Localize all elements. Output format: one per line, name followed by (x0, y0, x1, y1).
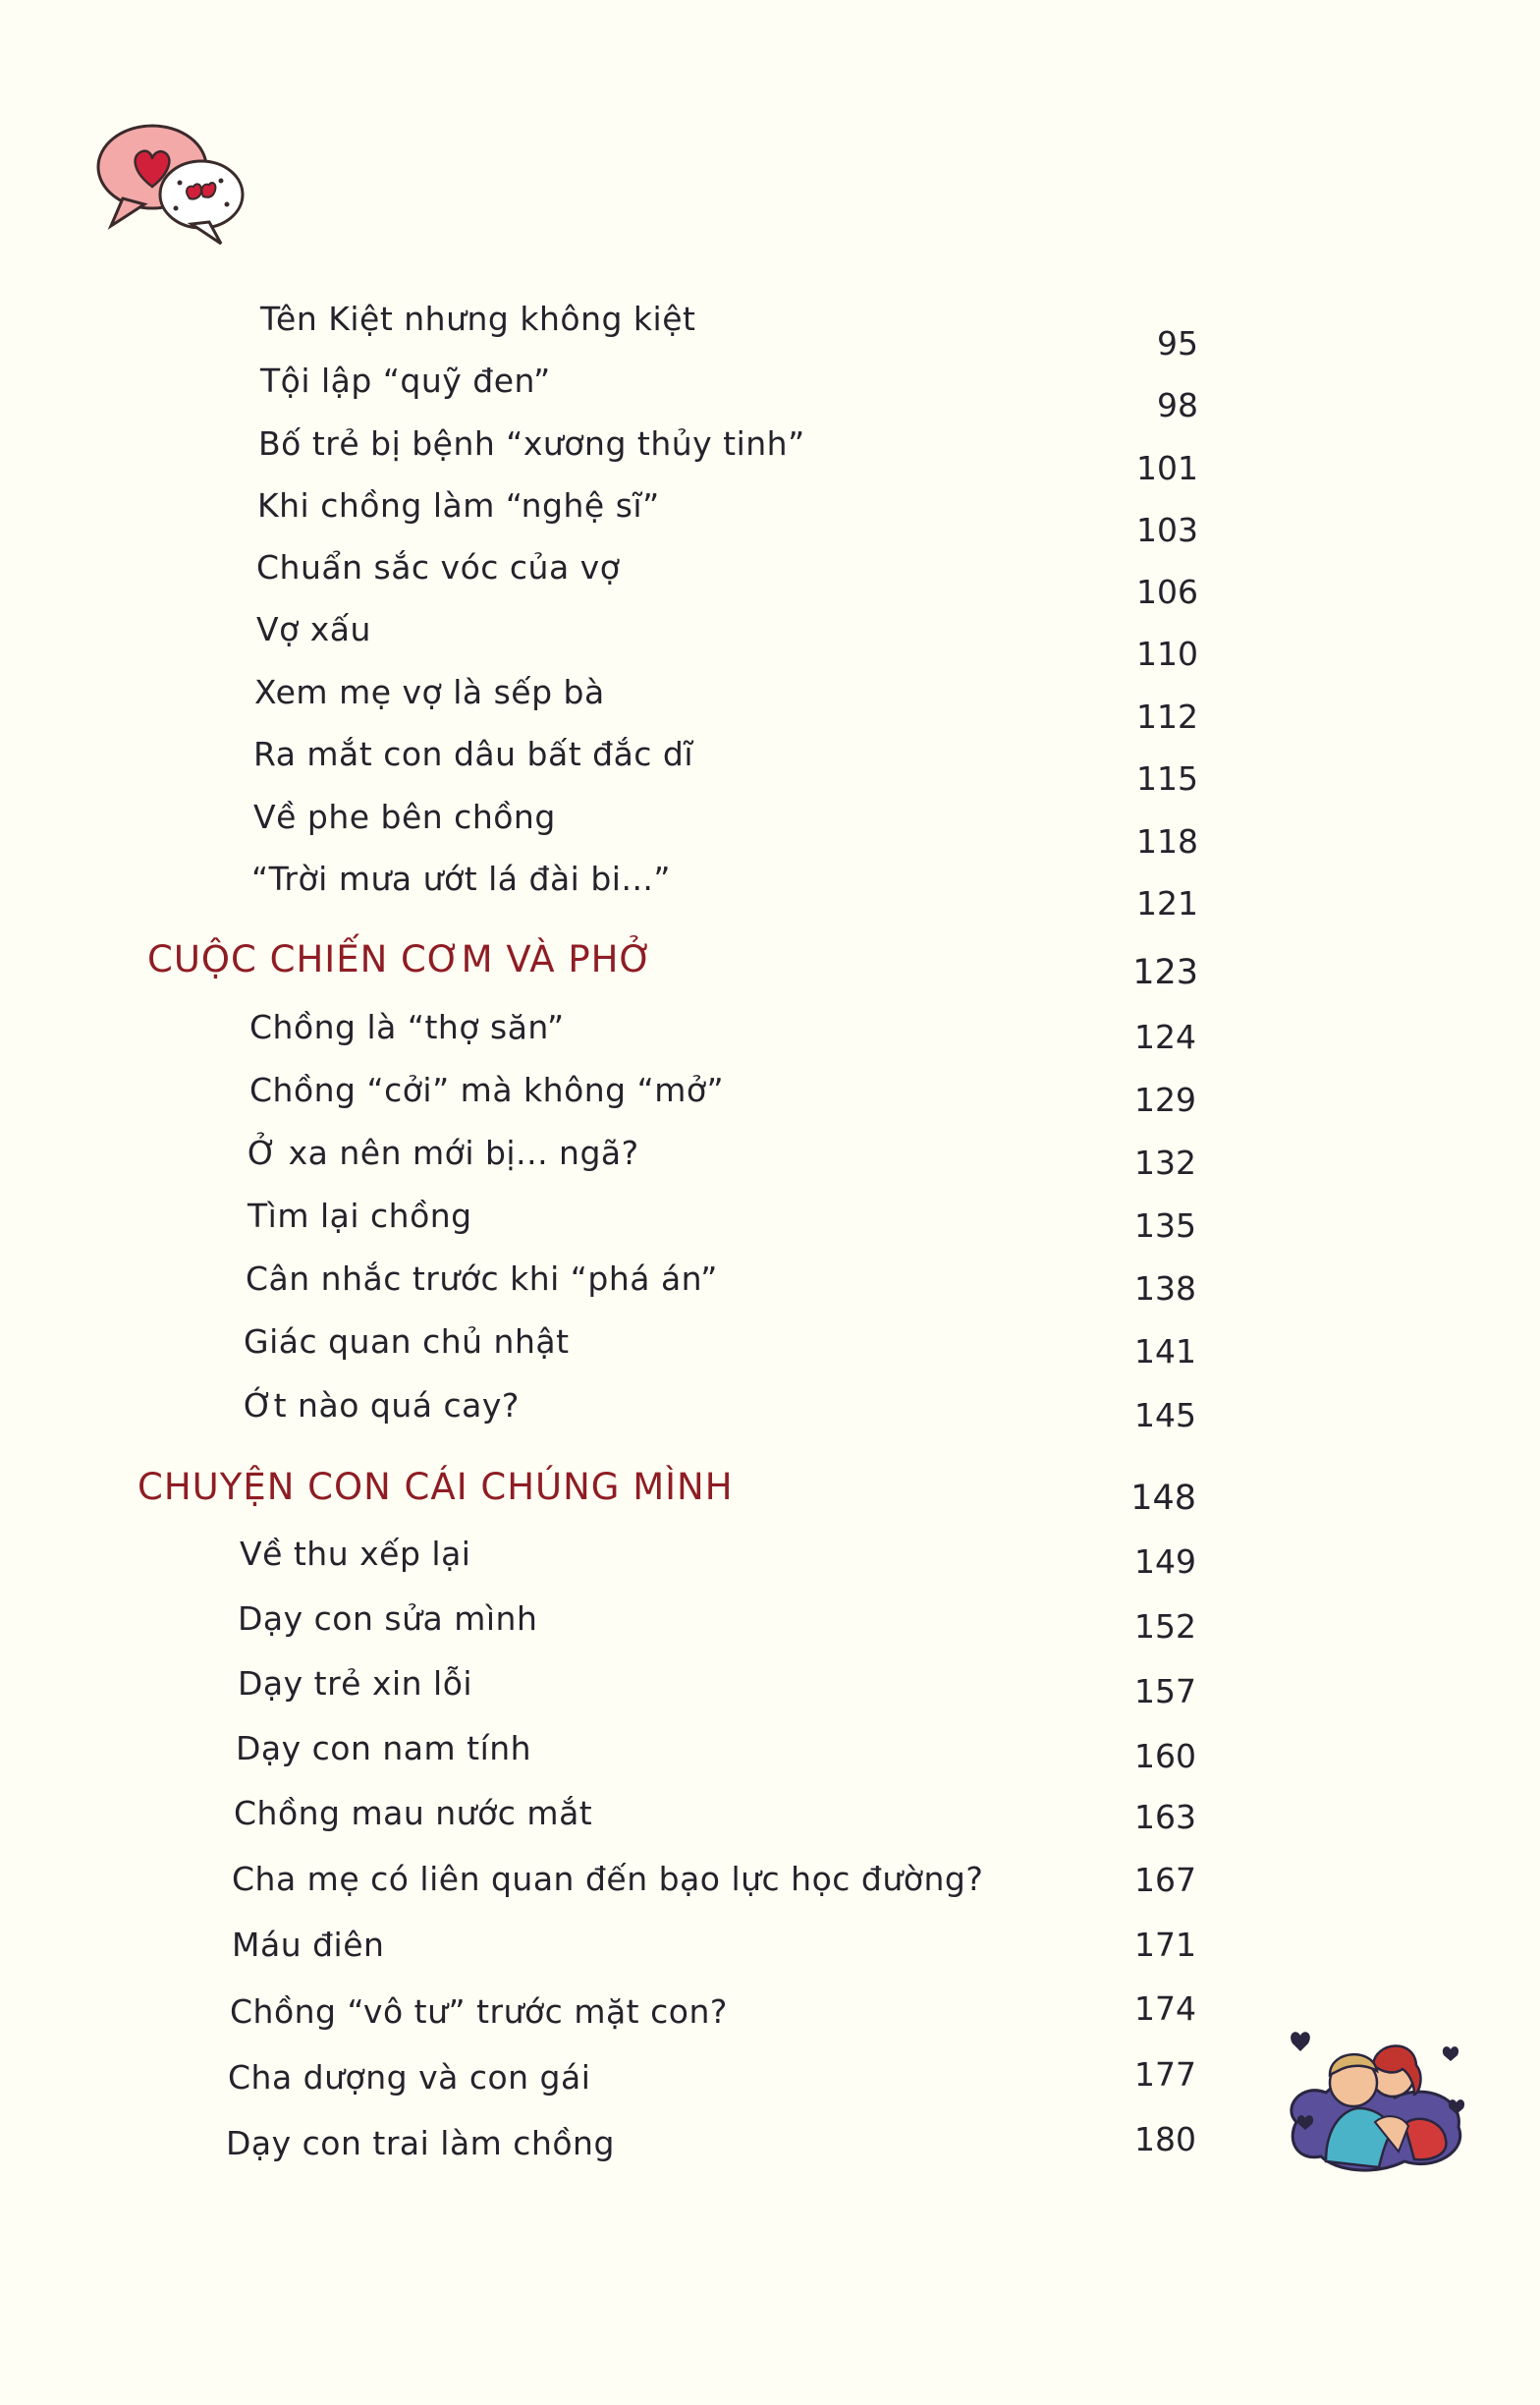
toc-entry-page: 141 (1134, 1332, 1196, 1370)
toc-entry-title: Vợ xấu (256, 610, 371, 648)
toc-entry-page: 145 (1134, 1396, 1196, 1434)
toc-entry-page: 138 (1134, 1269, 1196, 1308)
toc-entry-title: Cha mẹ có liên quan đến bạo lực học đường? (232, 1860, 984, 1898)
toc-entry-page: 180 (1134, 2120, 1196, 2158)
section-title: CUỘC CHIẾN CƠM VÀ PHỞ (147, 938, 654, 980)
toc-entry-page: 124 (1134, 1018, 1196, 1056)
toc-entry-title: Chồng là “thợ săn” (249, 1008, 565, 1046)
toc-entry-page: 110 (1136, 635, 1198, 673)
toc-entry-page: 177 (1134, 2055, 1196, 2094)
toc-entry-page: 174 (1134, 1989, 1196, 2028)
toc-entry-title: Máu điên (232, 1926, 385, 1964)
toc-entry-page: 121 (1136, 884, 1198, 923)
section-title: CHUYỆN CON CÁI CHÚNG MÌNH (138, 1466, 734, 1508)
toc-entry-title: Xem mẹ vợ là sếp bà (254, 673, 605, 711)
toc-entry-title: Cha dượng và con gái (228, 2058, 591, 2097)
toc-entry-page: 157 (1134, 1672, 1196, 1710)
toc-entry-page: 171 (1134, 1926, 1196, 1964)
toc-entry-page: 167 (1134, 1861, 1196, 1899)
toc-entry-title: Về phe bên chồng (253, 798, 556, 836)
toc-entry-title: Tội lập “quỹ đen” (260, 362, 551, 400)
toc-entry-page: 98 (1157, 386, 1198, 424)
toc-entry-title: Chồng mau nước mắt (234, 1794, 593, 1832)
toc-entry-page: 115 (1136, 759, 1198, 798)
toc-entry-title: “Trời mưa ướt lá đài bi...” (251, 860, 672, 898)
toc-entry-title: Cân nhắc trước khi “phá án” (246, 1259, 718, 1298)
toc-entry-page: 103 (1136, 511, 1198, 549)
toc-entry-title: Khi chồng làm “nghệ sĩ” (257, 486, 660, 525)
toc-entry-title: Dạy con nam tính (236, 1729, 532, 1767)
toc-entry-page: 135 (1134, 1206, 1196, 1245)
toc-entry-title: Dạy con trai làm chồng (226, 2124, 615, 2162)
toc-entry-title: Chồng “vô tư” trước mặt con? (230, 1992, 728, 2031)
toc-entry-title: Ở xa nên mới bị... ngã? (248, 1134, 639, 1172)
toc-entry-page: 152 (1134, 1607, 1196, 1646)
toc-entry-page: 106 (1136, 573, 1198, 611)
toc-entry-title: Bố trẻ bị bệnh “xương thủy tinh” (258, 424, 805, 463)
toc-entry-page: 149 (1134, 1542, 1196, 1581)
toc-entry-title: Tên Kiệt nhưng không kiệt (260, 300, 696, 338)
toc-entry-title: Ớt nào quá cay? (244, 1386, 520, 1425)
toc-entry-title: Tìm lại chồng (248, 1197, 472, 1235)
toc-entry-page: 132 (1134, 1144, 1196, 1182)
toc-entry-page: 101 (1136, 449, 1198, 487)
toc-entry-title: Về thu xếp lại (240, 1535, 471, 1573)
toc-entry-page: 129 (1134, 1081, 1196, 1119)
toc-entry-title: Dạy con sửa mình (238, 1599, 538, 1638)
toc-entry-title: Dạy trẻ xin lỗi (238, 1664, 473, 1703)
toc-entry-page: 118 (1136, 822, 1198, 861)
toc-entry-title: Giác quan chủ nhật (244, 1322, 570, 1361)
section-page: 148 (1130, 1479, 1196, 1518)
toc-entry-title: Chuẩn sắc vóc của vợ (256, 548, 621, 587)
toc-entry-title: Ra mắt con dâu bất đắc dĩ (253, 735, 694, 773)
toc-entry-title: Chồng “cởi” mà không “mở” (249, 1071, 725, 1109)
section-page: 123 (1132, 953, 1198, 992)
toc-entry-page: 160 (1134, 1737, 1196, 1775)
toc-entry-page: 95 (1157, 324, 1198, 363)
toc-entry-page: 112 (1136, 698, 1198, 736)
toc-entry-page: 163 (1134, 1798, 1196, 1836)
